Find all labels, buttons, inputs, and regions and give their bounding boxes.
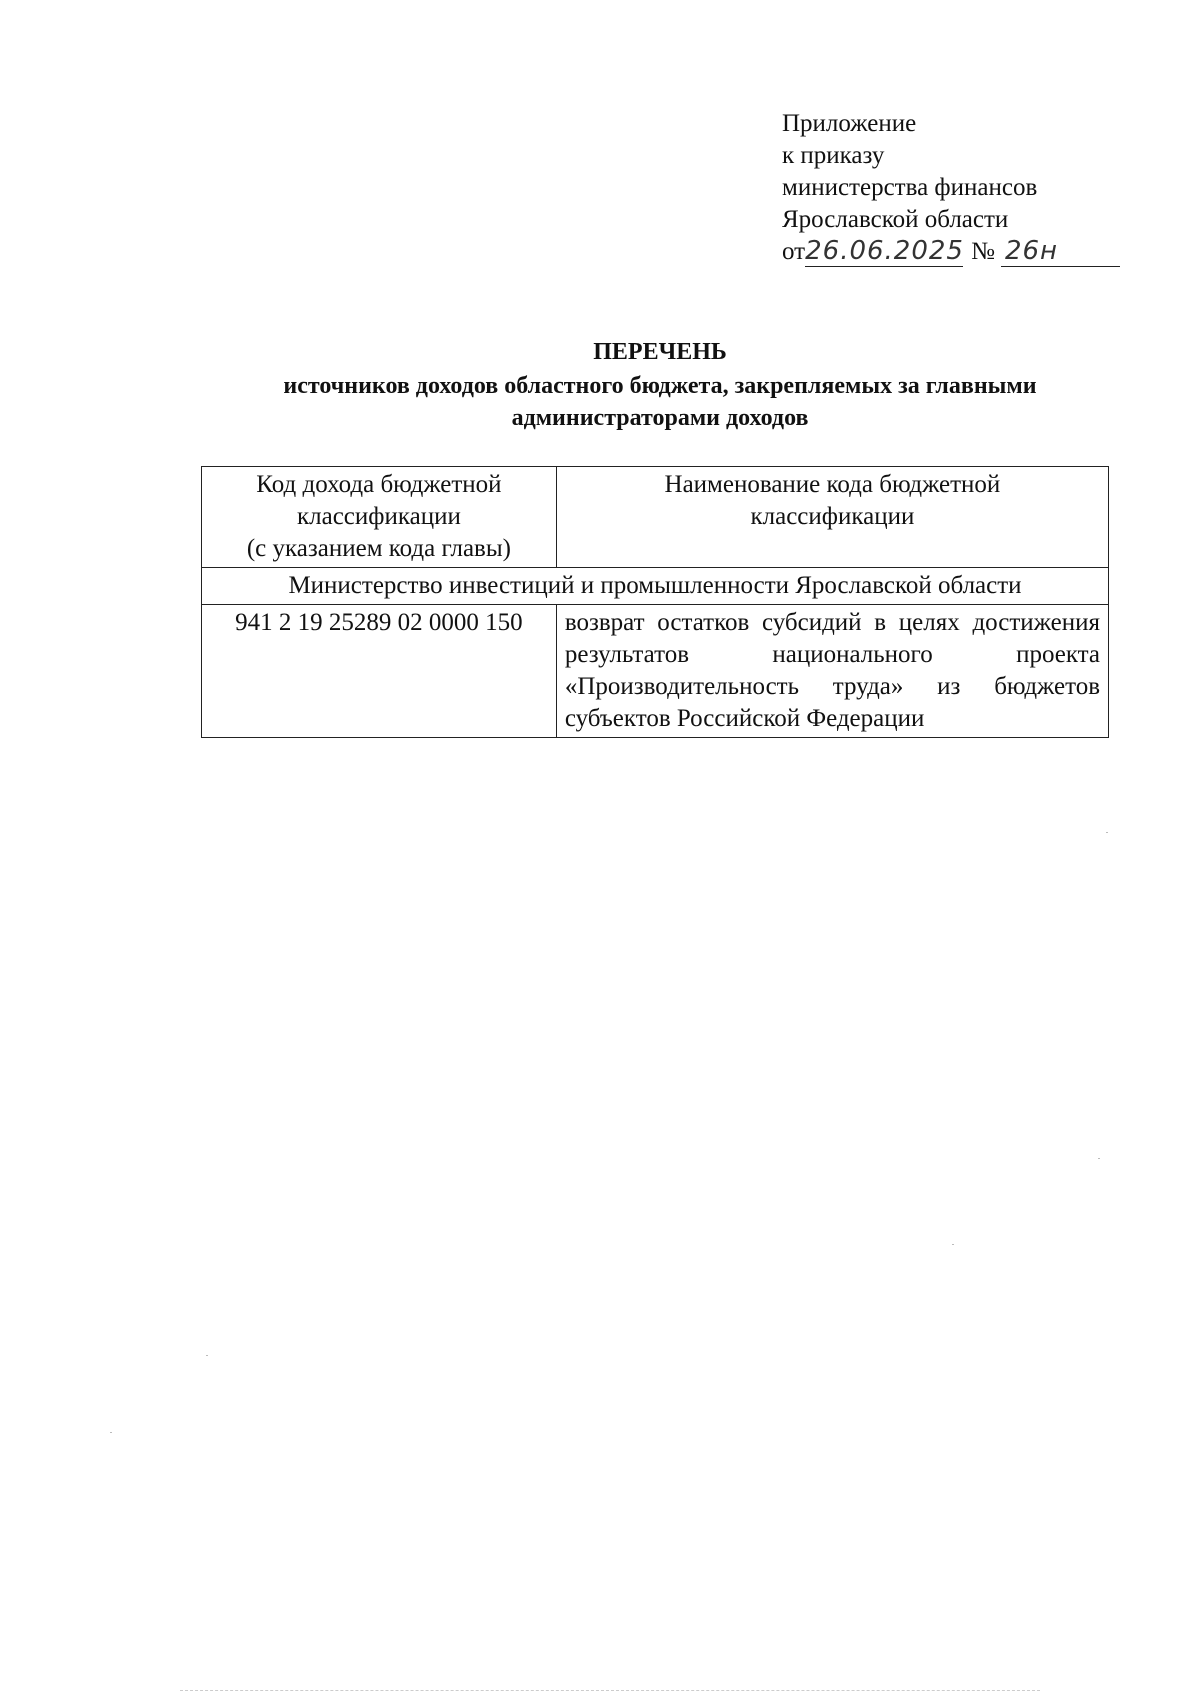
appendix-line-4: Ярославской области [782, 206, 1009, 233]
appendix-block [782, 108, 1120, 268]
appendix-date-line [782, 236, 1120, 268]
header-name-line-1: Наименование кода бюджетной [664, 471, 1001, 498]
header-name-line-2: классификации [750, 503, 915, 530]
scan-speck [206, 1355, 208, 1356]
row-name-cell: возврат остатков субсидий в целях достижения результатов национального проекта «Производительность труда» из бюджетов субъектов Российской Федерации [556, 605, 1108, 738]
document-subtitle [200, 370, 1120, 434]
header-name-cell [556, 467, 1108, 568]
appendix-line-1: Приложение [782, 110, 917, 137]
number-sign: № [971, 238, 995, 265]
header-code-cell [202, 467, 557, 568]
subtitle-line-1: источников доходов областного бюджета, закрепляемых за главными [283, 373, 1037, 399]
header-code-line-3: (с указанием кода главы) [246, 535, 511, 562]
appendix-line-2: к приказу [782, 142, 885, 169]
header-code-line-1: Код дохода бюджетной [256, 471, 502, 498]
scan-speck [1098, 1158, 1100, 1159]
row-code-cell: 941 2 19 25289 02 0000 150 [202, 605, 557, 738]
appendix-line-3: министерства финансов [782, 174, 1038, 201]
table-group-row [202, 568, 1109, 605]
handwritten-number: 26н [1004, 236, 1059, 266]
scan-speck [952, 1244, 954, 1245]
table-header-row [202, 467, 1109, 568]
handwritten-date: 26.06.2025 [805, 236, 964, 266]
table-row [202, 605, 1109, 738]
date-prefix: от [782, 238, 806, 265]
scan-edge-noise [180, 1690, 1040, 1691]
group-title-cell: Министерство инвестиций и промышленности Ярославской области [202, 568, 1109, 605]
header-code-line-2: классификации [296, 503, 461, 530]
revenue-sources-table [201, 466, 1109, 738]
subtitle-line-2: администраторами доходов [511, 405, 809, 431]
scan-speck [110, 1432, 112, 1433]
date-field [805, 237, 963, 267]
scan-speck [1106, 832, 1108, 833]
number-field [1001, 237, 1120, 267]
document-title: ПЕРЕЧЕНЬ [593, 339, 727, 365]
